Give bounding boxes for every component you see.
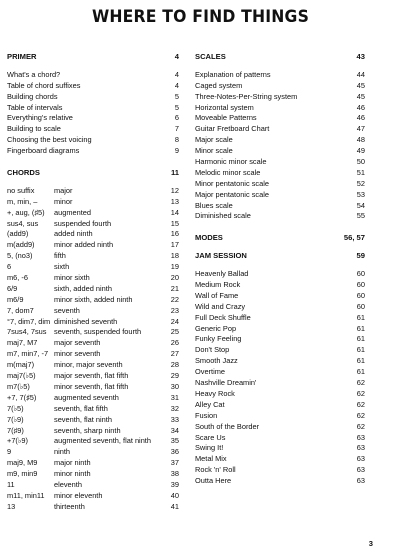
entry-page: 49 (356, 146, 365, 156)
chord-symbol: 13 (7, 501, 16, 511)
entry-page: 63 (356, 454, 365, 464)
chord-symbol: 7(♯9) (7, 425, 24, 435)
toc-entry[interactable] (7, 327, 179, 338)
toc-entry[interactable] (195, 92, 365, 103)
entry-page: 26 (170, 338, 179, 348)
toc-entry[interactable] (7, 135, 179, 146)
entry-page: 55 (356, 211, 365, 221)
entry-page: 63 (356, 476, 365, 486)
chord-name: seventh, flat ninth (54, 414, 112, 424)
scales-list (195, 70, 365, 222)
section-page: 4 (174, 52, 179, 61)
entry-page: 33 (170, 414, 179, 424)
primer-list (7, 70, 179, 157)
toc-entry[interactable] (7, 371, 179, 382)
entry-label: Diminished scale (195, 211, 251, 221)
chord-name: major ninth (54, 458, 91, 468)
chord-symbol: m(maj7) (7, 360, 35, 370)
chord-symbol: m7(♭5) (7, 381, 30, 391)
toc-entry[interactable] (195, 345, 365, 356)
entry-page: 4 (174, 80, 179, 90)
section-heading-modes[interactable] (195, 233, 365, 244)
chord-symbol: m9, min9 (7, 469, 38, 479)
entry-label: Melodic minor scale (195, 167, 261, 177)
chord-symbol: 5, (no3) (7, 251, 33, 261)
page-number: 3 (368, 539, 373, 548)
entry-page: 30 (170, 381, 179, 391)
entry-label: Heavenly Ballad (195, 269, 249, 279)
chord-symbol: m11, min11 (7, 490, 45, 500)
entry-page: 35 (170, 436, 179, 446)
section-label: PRIMER (7, 52, 37, 61)
entry-label: Funky Feeling (195, 334, 242, 344)
chord-name: minor, major seventh (54, 360, 123, 370)
entry-label: Guitar Fretboard Chart (195, 124, 270, 134)
section-page: 56, 57 (343, 233, 365, 243)
chord-symbol: 11 (7, 479, 15, 489)
jam-session-list (195, 269, 365, 487)
chord-name: minor added ninth (54, 240, 114, 250)
chord-symbol: 7, dom7 (7, 305, 34, 315)
entry-label: Don't Stop (195, 345, 230, 355)
chord-name: minor (54, 196, 73, 206)
entry-label: Overtime (195, 367, 225, 377)
right-column (195, 52, 365, 487)
section-label: MODES (195, 233, 223, 243)
chord-name: diminished seventh (54, 316, 118, 326)
toc-entry[interactable] (7, 338, 179, 349)
entry-page: 63 (356, 432, 365, 442)
section-heading-scales[interactable] (195, 52, 365, 63)
chord-name: minor eleventh (54, 490, 103, 500)
entry-label: Wall of Fame (195, 290, 239, 300)
entry-label: Building chords (7, 91, 58, 101)
entry-page: 60 (356, 269, 365, 279)
chord-symbol: 7sus4, 7sus (7, 327, 47, 337)
chord-symbol: +7(♭9) (7, 436, 28, 446)
chord-name: minor ninth (54, 469, 91, 479)
entry-page: 24 (170, 316, 179, 326)
chord-name: fifth (54, 251, 66, 261)
entry-label: Heavy Rock (195, 388, 235, 398)
entry-label: Minor scale (195, 146, 233, 156)
chord-symbol: 9 (7, 447, 12, 457)
toc-entry[interactable] (195, 334, 365, 345)
entry-label: Wild and Crazy (195, 301, 246, 311)
chord-symbol: m(add9) (7, 240, 35, 250)
entry-label: Caged system (195, 80, 243, 90)
toc-entry[interactable] (195, 211, 365, 222)
entry-label: Rock 'n' Roll (195, 465, 236, 475)
toc-entry[interactable] (195, 367, 365, 378)
entry-label: Table of chord suffixes (7, 80, 81, 90)
chord-name: minor sixth, added ninth (54, 294, 133, 304)
entry-label: Explanation of patterns (195, 69, 271, 79)
toc-entry[interactable] (7, 284, 179, 295)
entry-page: 12 (170, 185, 179, 195)
section-page: 59 (356, 251, 365, 261)
entry-page: 61 (356, 367, 365, 377)
entry-label: Horizontal system (195, 102, 254, 112)
page-title: WHERE TO FIND THINGS (91, 7, 310, 27)
toc-entry[interactable] (195, 157, 365, 168)
entry-page: 21 (170, 283, 179, 293)
entry-label: Outta Here (195, 476, 232, 486)
entry-page: 60 (356, 290, 365, 300)
entry-page: 51 (356, 167, 365, 177)
entry-page: 47 (356, 124, 365, 134)
toc-entry[interactable] (7, 426, 179, 437)
toc-entry[interactable] (195, 280, 365, 291)
section-heading-jam-session[interactable] (195, 251, 365, 262)
entry-page: 45 (356, 91, 365, 101)
entry-label: Scare Us (195, 432, 226, 442)
toc-entry[interactable] (195, 81, 365, 92)
chord-name: sixth, added ninth (54, 283, 112, 293)
chord-name: major (54, 185, 73, 195)
entry-page: 29 (170, 371, 179, 381)
entry-page: 63 (356, 465, 365, 475)
entry-page: 62 (356, 388, 365, 398)
toc-entry[interactable] (7, 229, 179, 240)
toc-entry[interactable] (195, 113, 365, 124)
entry-label: Choosing the best voicing (7, 135, 92, 145)
entry-page: 61 (356, 312, 365, 322)
entry-page: 32 (170, 403, 179, 413)
toc-entry[interactable] (7, 146, 179, 157)
entry-page: 7 (174, 124, 179, 134)
toc-entry[interactable] (195, 135, 365, 146)
entry-label: Generic Pop (195, 323, 237, 333)
toc-entry[interactable] (195, 476, 365, 487)
entry-page: 61 (356, 323, 365, 333)
entry-page: 61 (356, 345, 365, 355)
toc-entry[interactable] (7, 124, 179, 135)
entry-page: 46 (356, 102, 365, 112)
chord-symbol: +, aug, (♯5) (7, 207, 45, 217)
toc-entry[interactable] (195, 179, 365, 190)
entry-page: 16 (170, 229, 179, 239)
chord-name: sixth (54, 262, 70, 272)
toc-entry[interactable] (195, 324, 365, 335)
toc-entry[interactable] (7, 317, 179, 328)
chord-symbol: m6/9 (7, 294, 24, 304)
entry-label: Swing It! (195, 443, 224, 453)
toc-entry[interactable] (195, 356, 365, 367)
entry-label: Metal Mix (195, 454, 227, 464)
entry-page: 15 (170, 218, 179, 228)
toc-entry[interactable] (195, 422, 365, 433)
toc-entry[interactable] (7, 262, 179, 273)
entry-page: 63 (356, 443, 365, 453)
toc-entry[interactable] (7, 480, 179, 491)
entry-page: 62 (356, 421, 365, 431)
section-label: JAM SESSION (195, 251, 247, 261)
toc-entry[interactable] (7, 273, 179, 284)
entry-page: 31 (170, 392, 179, 402)
chord-symbol: m, min, – (7, 196, 38, 206)
toc-entry[interactable] (7, 186, 179, 197)
chord-symbol: maj7(♭5) (7, 371, 36, 381)
entry-page: 18 (170, 251, 179, 261)
chord-name: seventh, suspended fourth (54, 327, 142, 337)
entry-page: 34 (170, 425, 179, 435)
chord-name: seventh, flat fifth (54, 403, 108, 413)
toc-entry[interactable] (7, 92, 179, 103)
toc-entry[interactable] (7, 436, 179, 447)
section-heading-chords[interactable] (7, 168, 179, 179)
toc-entry[interactable] (7, 103, 179, 114)
chord-name: thirteenth (54, 501, 85, 511)
toc-entry[interactable] (7, 360, 179, 371)
entry-page: 39 (170, 479, 179, 489)
entry-page: 40 (170, 490, 179, 500)
entry-label: Table of intervals (7, 102, 63, 112)
chord-name: ninth (54, 447, 71, 457)
chord-name: major seventh (54, 338, 101, 348)
entry-page: 62 (356, 410, 365, 420)
toc-entry[interactable] (7, 306, 179, 317)
chord-symbol: °7, dim7, dim (7, 316, 51, 326)
entry-page: 62 (356, 399, 365, 409)
entry-label: Everything's relative (7, 113, 73, 123)
entry-page: 14 (170, 207, 179, 217)
toc-entry[interactable] (195, 433, 365, 444)
chords-list (7, 186, 179, 513)
toc-entry[interactable] (195, 302, 365, 313)
entry-page: 25 (170, 327, 179, 337)
chord-name: minor seventh, flat fifth (54, 381, 129, 391)
left-column (7, 52, 179, 513)
section-heading-primer[interactable] (7, 52, 179, 63)
chord-symbol: m6, -6 (7, 273, 28, 283)
entry-label: Three-Notes-Per-String system (195, 91, 298, 101)
chord-symbol: m7, min7, -7 (7, 349, 49, 359)
entry-page: 23 (170, 305, 179, 315)
chord-name: seventh (54, 305, 80, 315)
entry-page: 5 (174, 91, 179, 101)
entry-label: Smooth Jazz (195, 356, 238, 366)
toc-entry[interactable] (195, 389, 365, 400)
toc-entry[interactable] (195, 168, 365, 179)
toc-entry[interactable] (7, 295, 179, 306)
toc-entry[interactable] (7, 393, 179, 404)
toc-entry[interactable] (7, 415, 179, 426)
entry-label: Nashville Dreamin' (195, 378, 257, 388)
toc-entry[interactable] (7, 251, 179, 262)
entry-label: Major pentatonic scale (195, 189, 269, 199)
entry-page: 19 (170, 262, 179, 272)
chord-name: augmented (54, 207, 91, 217)
entry-page: 38 (170, 469, 179, 479)
toc-entry[interactable] (195, 201, 365, 212)
toc-entry[interactable] (195, 465, 365, 476)
toc-entry[interactable] (195, 70, 365, 81)
toc-entry[interactable] (195, 291, 365, 302)
toc-entry[interactable] (7, 458, 179, 469)
entry-label: What's a chord? (7, 69, 61, 79)
entry-label: Full Deck Shuffle (195, 312, 251, 322)
chord-symbol: no suffix (7, 185, 35, 195)
chord-name: suspended fourth (54, 218, 112, 228)
entry-page: 48 (356, 135, 365, 145)
chord-symbol: 7(♭5) (7, 403, 24, 413)
toc-entry[interactable] (7, 491, 179, 502)
entry-label: Fusion (195, 410, 218, 420)
entry-page: 61 (356, 334, 365, 344)
entry-label: Medium Rock (195, 280, 241, 290)
entry-page: 6 (174, 113, 179, 123)
entry-page: 53 (356, 189, 365, 199)
entry-page: 62 (356, 378, 365, 388)
entry-label: Major scale (195, 135, 233, 145)
entry-label: Moveable Patterns (195, 113, 257, 123)
toc-entry[interactable] (7, 240, 179, 251)
toc-entry[interactable] (195, 400, 365, 411)
toc-entry[interactable] (195, 269, 365, 280)
entry-page: 41 (170, 501, 179, 511)
entry-page: 60 (356, 301, 365, 311)
entry-label: Blues scale (195, 200, 233, 210)
chord-name: major seventh, flat fifth (54, 371, 129, 381)
chord-symbol: maj7, M7 (7, 338, 38, 348)
toc-entry[interactable] (7, 447, 179, 458)
chord-symbol: +7, 7(♯5) (7, 392, 37, 402)
entry-page: 20 (170, 273, 179, 283)
chord-symbol: 6 (7, 262, 12, 272)
toc-entry[interactable] (195, 190, 365, 201)
chord-symbol: maj9, M9 (7, 458, 38, 468)
toc-entry[interactable] (7, 197, 179, 208)
entry-label: Harmonic minor scale (195, 157, 267, 167)
entry-page: 52 (356, 178, 365, 188)
entry-page: 50 (356, 157, 365, 167)
toc-entry[interactable] (7, 208, 179, 219)
entry-page: 27 (170, 349, 179, 359)
chord-name: seventh, sharp ninth (54, 425, 121, 435)
chord-name: augmented seventh, flat ninth (54, 436, 151, 446)
chord-name: augmented seventh (54, 392, 119, 402)
entry-page: 61 (356, 356, 365, 366)
toc-entry[interactable] (195, 378, 365, 389)
toc-entry[interactable] (195, 454, 365, 465)
entry-label: Minor pentatonic scale (195, 178, 269, 188)
toc-entry[interactable] (7, 81, 179, 92)
toc-entry[interactable] (195, 124, 365, 135)
entry-page: 13 (170, 196, 179, 206)
entry-page: 28 (170, 360, 179, 370)
entry-page: 44 (356, 69, 365, 79)
entry-page: 22 (170, 294, 179, 304)
entry-page: 36 (170, 447, 179, 457)
entry-label: Alley Cat (195, 399, 225, 409)
toc-entry[interactable] (7, 469, 179, 480)
entry-page: 17 (170, 240, 179, 250)
entry-label: Building to scale (7, 124, 61, 134)
toc-entry[interactable] (7, 382, 179, 393)
entry-page: 46 (356, 113, 365, 123)
entry-page: 37 (170, 458, 179, 468)
section-label: SCALES (195, 52, 226, 61)
toc-entry[interactable] (7, 404, 179, 415)
toc-entry[interactable] (7, 219, 179, 230)
chord-symbol: 6/9 (7, 283, 18, 293)
chord-symbol: 7(♭9) (7, 414, 24, 424)
entry-page: 60 (356, 280, 365, 290)
entry-page: 9 (174, 146, 179, 156)
toc-entry[interactable] (195, 443, 365, 454)
section-label: CHORDS (7, 168, 40, 178)
chord-symbol: (add9) (7, 229, 29, 239)
entry-page: 5 (174, 102, 179, 112)
chord-name: minor seventh (54, 349, 101, 359)
entry-page: 4 (174, 69, 179, 79)
toc-entry[interactable] (195, 146, 365, 157)
toc-entry[interactable] (7, 70, 179, 81)
entry-page: 8 (174, 135, 179, 145)
toc-entry[interactable] (195, 313, 365, 324)
chord-name: minor sixth (54, 273, 90, 283)
toc-entry[interactable] (7, 113, 179, 124)
entry-page: 45 (356, 80, 365, 90)
toc-entry[interactable] (7, 349, 179, 360)
toc-entry[interactable] (195, 103, 365, 114)
chord-symbol: sus4, sus (7, 218, 39, 228)
toc-entry[interactable] (7, 502, 179, 513)
entry-page: 54 (356, 200, 365, 210)
section-page: 43 (356, 52, 365, 61)
chord-name: eleventh (54, 479, 82, 489)
entry-label: South of the Border (195, 421, 260, 431)
section-page: 11 (170, 168, 179, 178)
chord-name: added ninth (54, 229, 93, 239)
toc-entry[interactable] (195, 411, 365, 422)
entry-label: Fingerboard diagrams (7, 146, 80, 156)
